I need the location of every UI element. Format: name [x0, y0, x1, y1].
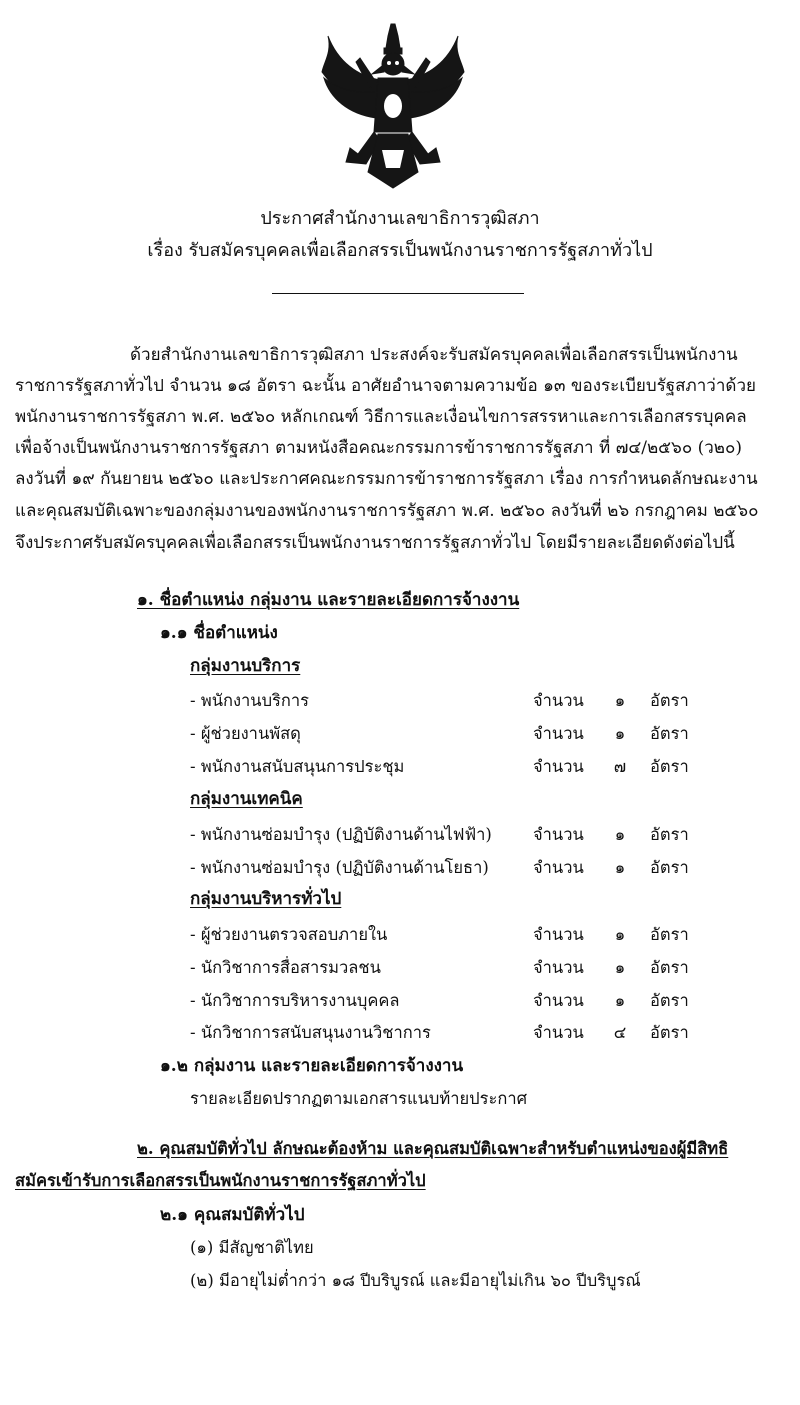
count-value: ๑	[614, 991, 626, 1010]
position-name: - พนักงานบริการ	[190, 691, 310, 710]
position-row	[190, 822, 710, 846]
position-name: - นักวิชาการสื่อสารมวลชน	[190, 958, 381, 977]
count-label: จำนวน	[533, 858, 584, 877]
count-unit: อัตรา	[650, 724, 689, 743]
announcement-subject: เรื่อง รับสมัครบุคคลเพื่อเลือกสรรเป็นพนักงานราชการรัฐสภาทั่วไป	[147, 240, 653, 261]
group-heading: กลุ่มงานบริหารทั่วไป	[190, 889, 342, 909]
intro-line: ลงวันที่ ๑๙ กันยายน ๒๕๖๐ และประกาศคณะกรรมการข้าราชการรัฐสภา เรื่อง การกำหนดลักษณะงาน	[15, 469, 758, 489]
position-row	[190, 754, 710, 778]
count-unit: อัตรา	[650, 958, 689, 977]
position-row	[190, 855, 710, 879]
count-label: จำนวน	[533, 925, 584, 944]
count-value: ๔	[613, 1023, 627, 1042]
intro-line: ราชการรัฐสภาทั่วไป จำนวน ๑๘ อัตรา ฉะนั้น อาศัยอำนาจตามความข้อ ๑๓ ของระเบียบรัฐสภาว่าด้วย	[15, 376, 756, 396]
count-label: จำนวน	[533, 1023, 584, 1042]
intro-line: ด้วยสำนักงานเลขาธิการวุฒิสภา ประสงค์จะรับสมัครบุคคลเพื่อเลือกสรรเป็นพนักงาน	[130, 345, 738, 365]
announcement-title: ประกาศสำนักงานเลขาธิการวุฒิสภา	[260, 208, 540, 229]
count-unit: อัตรา	[650, 858, 689, 877]
section-2-heading: ๒. คุณสมบัติทั่วไป ลักษณะต้องห้าม และคุณสมบัติเฉพาะสำหรับตำแหน่งของผู้มีสิทธิ	[137, 1139, 729, 1158]
section-1-heading: ๑. ชื่อตำแหน่ง กลุ่มงาน และรายละเอียดการจ้างงาน	[137, 590, 520, 610]
position-row	[190, 922, 710, 946]
count-label: จำนวน	[533, 825, 584, 844]
count-value: ๗	[613, 757, 627, 776]
section-1-2-heading: ๑.๒ กลุ่มงาน และรายละเอียดการจ้างงาน	[160, 1056, 464, 1076]
position-name: - นักวิชาการสนับสนุนงานวิชาการ	[190, 1023, 431, 1042]
position-name: - ผู้ช่วยงานพัสดุ	[190, 724, 301, 743]
count-label: จำนวน	[533, 958, 584, 977]
group-heading: กลุ่มงานเทคนิค	[190, 789, 303, 809]
count-label: จำนวน	[533, 691, 584, 710]
count-unit: อัตรา	[650, 1023, 689, 1042]
count-value: ๑	[614, 858, 626, 877]
count-value: ๑	[614, 825, 626, 844]
position-name: - นักวิชาการบริหารงานบุคคล	[190, 991, 400, 1010]
count-value: ๑	[614, 691, 626, 710]
intro-line: จึงประกาศรับสมัครบุคคลเพื่อเลือกสรรเป็นพนักงานราชการรัฐสภาทั่วไป โดยมีรายละเอียดดังต่อไปนี้	[15, 533, 735, 553]
count-unit: อัตรา	[650, 925, 689, 944]
position-row	[190, 1020, 710, 1044]
count-value: ๑	[614, 958, 626, 977]
intro-line: เพื่อจ้างเป็นพนักงานราชการรัฐสภา ตามหนังสือคณะกรรมการข้าราชการรัฐสภา ที่ ๗๔/๒๕๖๐ (ว๒๐)	[15, 438, 742, 458]
count-label: จำนวน	[533, 991, 584, 1010]
intro-line: และคุณสมบัติเฉพาะของกลุ่มงานของพนักงานราชการรัฐสภา พ.ศ. ๒๕๖๐ ลงวันที่ ๒๖ กรกฎาคม ๒๕๖๐	[15, 501, 759, 521]
section-1-1-heading: ๑.๑ ชื่อตำแหน่ง	[160, 623, 278, 643]
position-row	[190, 955, 710, 979]
position-name: - ผู้ช่วยงานตรวจสอบภายใน	[190, 925, 388, 944]
intro-line: พนักงานราชการรัฐสภา พ.ศ. ๒๕๖๐ หลักเกณฑ์ วิธีการและเงื่อนไขการสรรหาและการเลือกสรรบุคคล	[15, 407, 747, 427]
section-2-heading-cont: สมัครเข้ารับการเลือกสรรเป็นพนักงานราชการรัฐสภาทั่วไป	[15, 1171, 426, 1190]
count-value: ๑	[614, 724, 626, 743]
position-row	[190, 988, 710, 1012]
position-name: - พนักงานซ่อมบำรุง (ปฏิบัติงานด้านไฟฟ้า)	[190, 825, 492, 844]
garuda-emblem	[318, 22, 468, 192]
position-row	[190, 688, 710, 712]
count-unit: อัตรา	[650, 757, 689, 776]
position-name: - พนักงานสนับสนุนการประชุม	[190, 757, 405, 776]
title-divider	[272, 293, 524, 294]
section-1-2-text: รายละเอียดปรากฏตามเอกสารแนบท้ายประกาศ	[190, 1089, 528, 1108]
group-heading: กลุ่มงานบริการ	[190, 656, 301, 676]
count-unit: อัตรา	[650, 825, 689, 844]
position-name: - พนักงานซ่อมบำรุง (ปฏิบัติงานด้านโยธา)	[190, 858, 489, 877]
qualification-item: (๒) มีอายุไม่ต่ำกว่า ๑๘ ปีบริบูรณ์ และมีอายุไม่เกิน ๖๐ ปีบริบูรณ์	[190, 1271, 641, 1290]
count-label: จำนวน	[533, 757, 584, 776]
qualification-item: (๑) มีสัญชาติไทย	[190, 1238, 314, 1257]
position-row	[190, 721, 710, 745]
section-2-1-heading: ๒.๑ คุณสมบัติทั่วไป	[160, 1205, 305, 1225]
count-unit: อัตรา	[650, 991, 689, 1010]
count-label: จำนวน	[533, 724, 584, 743]
count-value: ๑	[614, 925, 626, 944]
count-unit: อัตรา	[650, 691, 689, 710]
